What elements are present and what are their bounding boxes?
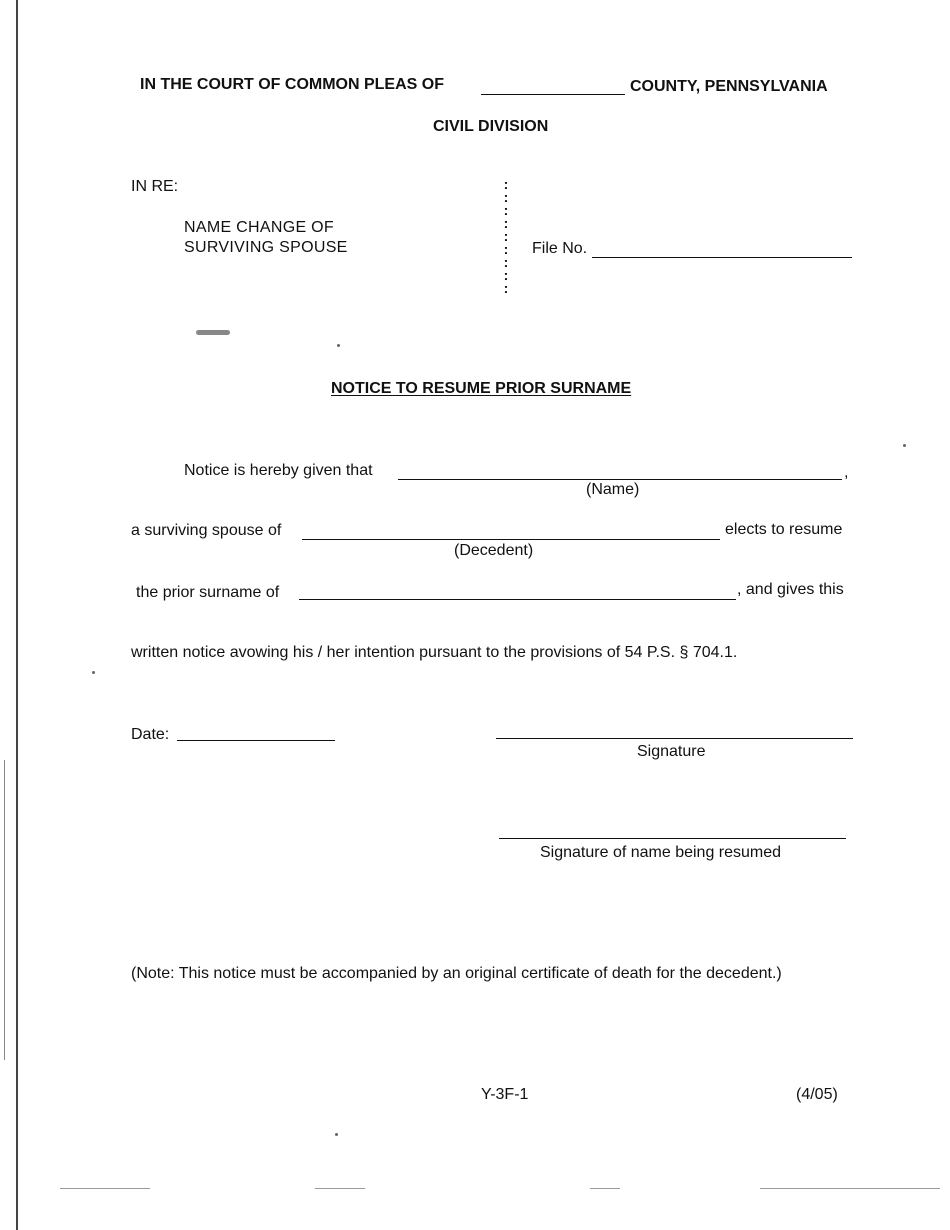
scan-speck [92,671,95,674]
scan-noise [760,1188,940,1189]
notice-line1-prefix: Notice is hereby given that [184,462,373,479]
scan-noise [590,1188,620,1189]
notice-line3-prefix: the prior surname of [136,584,280,601]
division-heading: CIVIL DIVISION [433,118,549,135]
name-caption: (Name) [586,481,640,498]
file-no-label: File No. [532,240,588,257]
date-line[interactable] [177,740,335,741]
notice-line2-prefix: a surviving spouse of [131,522,282,539]
in-re-label: IN RE: [131,178,179,195]
name-line[interactable] [398,479,842,480]
date-label: Date: [131,726,170,743]
signature-line[interactable] [496,738,853,739]
notice-line4: written notice avowing his / her intention pursuant to the provisions of 54 P.S. § 704.1. [131,644,738,661]
file-no-line[interactable] [592,257,852,258]
court-prefix: IN THE COURT OF COMMON PLEAS OF [140,76,444,93]
court-suffix: COUNTY, PENNSYLVANIA [630,78,828,95]
resumed-signature-caption: Signature of name being resumed [540,844,782,861]
matter-line-1: NAME CHANGE OF [184,219,334,236]
scan-noise [315,1188,365,1189]
scan-speck [337,344,340,347]
caption-colon-divider: : : : : : : : : : [503,176,509,296]
signature-caption: Signature [637,743,706,760]
scan-noise [60,1188,150,1189]
form-code: Y-3F-1 [481,1086,529,1103]
decedent-caption: (Decedent) [454,542,534,559]
notice-line3-suffix: , and gives this [737,581,844,598]
prior-surname-line[interactable] [299,599,736,600]
scan-smudge [196,330,230,335]
decedent-line[interactable] [302,539,720,540]
notice-line2-suffix: elects to resume [725,521,843,538]
scan-left-edge-secondary [4,760,5,1060]
form-revision: (4/05) [796,1086,838,1103]
notice-title: NOTICE TO RESUME PRIOR SURNAME [331,380,632,397]
county-blank-line[interactable] [481,94,625,95]
death-certificate-note: (Note: This notice must be accompanied by an original certificate of death for the decedent.) [131,965,782,982]
notice-line1-suffix: , [844,464,849,481]
matter-line-2: SURVIVING SPOUSE [184,239,348,256]
resumed-signature-line[interactable] [499,838,846,839]
scan-speck [335,1133,338,1136]
scan-left-edge [16,0,18,1230]
scan-speck [903,444,906,447]
